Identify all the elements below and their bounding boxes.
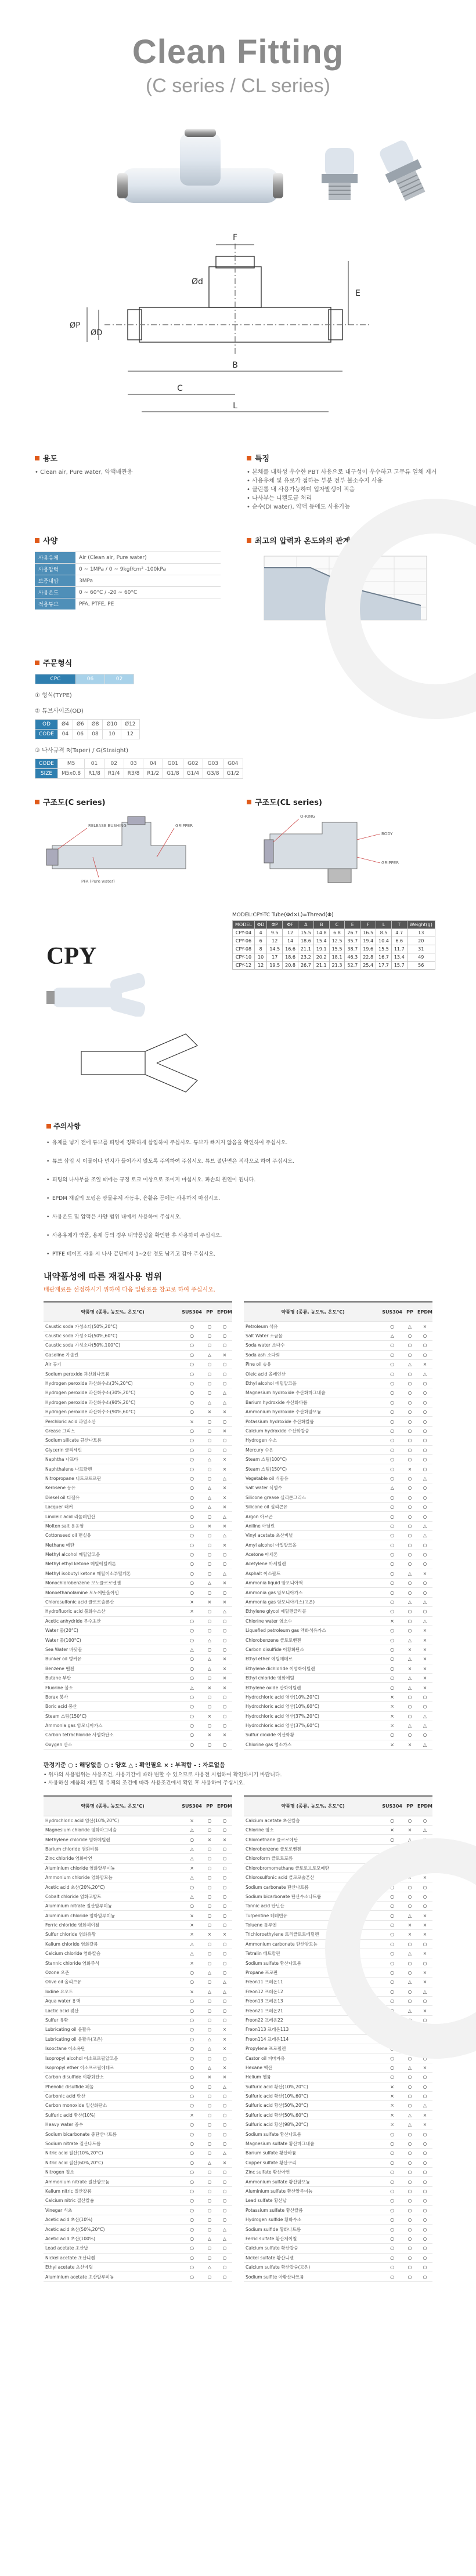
dim-label-d: Ød — [192, 277, 203, 286]
table-row: Soda ash 소다회 ○ ○ ○ — [244, 1350, 432, 1359]
table-row: Ammonia gas 암모니아가스 ○ ○ ○ — [244, 1588, 432, 1597]
table-row: Kerosene 등유 ○ △ × — [44, 1483, 232, 1493]
bullet-square-icon — [35, 661, 39, 665]
table-row: Carbon disulfide 이황화탄소 ○ × × — [44, 2073, 232, 2082]
table-row: Sodium nitrate 질산나트륨 ○ ○ ○ — [44, 2139, 232, 2148]
table-row: Aluminium chloride 염화알루미늄 × ○ ○ — [44, 1863, 232, 1873]
table-row: Nickel sulfate 황산니켈 ○ ○ ○ — [244, 2253, 432, 2262]
structure-label: BODY — [381, 832, 393, 836]
table-row: Isopropyl ether 이소프로필에테르 ○ △ × — [44, 2063, 232, 2072]
table-row: Chlorosulfonic acid 클로로술폰산 × × × — [244, 1873, 432, 1882]
dim-label-l: L — [233, 401, 237, 411]
table-row: CODE M5 01 02 03 04 G01 G02 G03 G04 — [35, 759, 243, 769]
list-item: • 사용온도 및 압력은 사양 범위 내에서 사용하여 주십시오. — [46, 1213, 430, 1221]
table-row: Ethyl ether 에틸에테르 ○ △ × — [244, 1655, 432, 1664]
page-subtitle: (C series / CL series) — [145, 75, 331, 97]
table-row: Barium sulfate 황산바륨 ○ ○ ○ — [244, 2149, 432, 2158]
order-section — [0, 657, 476, 779]
table-row: Hydrochloric acid 염산(10%,60°C) × ○ ○ — [244, 1702, 432, 1711]
table-row: Salt water 식염수 △ ○ ○ — [244, 1483, 432, 1493]
list-item: • EPDM 재질의 오링은 광물유계 작동유, 윤활유 등에는 사용하지 마십시오. — [46, 1195, 430, 1203]
table-row: Trichloroethylene 트리클로로에틸렌 ○ × × — [244, 1930, 432, 1939]
legend-notes: • 위사의 사용범위는 사용조건, 사용기간에 따라 변할 수 있으므로 사용전 시험하여 확인하시기 바랍니다. • 사용하실 제품의 재질 및 유체의 조건에 따라 사용조건에서 확인 후 사용하여 주십시오. — [44, 1772, 282, 1787]
tee-fitting-photo — [116, 128, 284, 220]
table-row: Gasoline 가솔린 ○ △ × — [44, 1350, 232, 1359]
table-row: Lead sulfate 황산납 ○ ○ ○ — [244, 2196, 432, 2205]
table-row: Sulfur 유황 ○ ○ ○ — [44, 2015, 232, 2024]
table-row: Hydrogen peroxide 과산화수소(30%,20°C) ○ ○ △ — [44, 1388, 232, 1398]
table-row: Ferric sulfate 황산제이철 ○ ○ ○ — [244, 2234, 432, 2243]
table-row: Cobalt chloride 염화코발트 △ ○ ○ — [44, 1892, 232, 1901]
table-row: Boric acid 붕산 ○ ○ ○ — [44, 1702, 232, 1711]
table-row: Freon114 프레온114 ○ ○ ○ — [244, 2034, 432, 2044]
thread-table — [35, 759, 243, 779]
table-row: Isooctane 이소옥탄 ○ △ × — [44, 2044, 232, 2053]
table-row: Isopropyl alcohol 이소프로필알코올 ○ ○ ○ — [44, 2053, 232, 2063]
table-row: Calcium nitric 질산칼슘 ○ ○ ○ — [44, 2196, 232, 2205]
chem-legend — [0, 1760, 476, 1787]
table-row: Sodium bicarbonate 탄산수소나트륨 ○ ○ ○ — [244, 1892, 432, 1901]
list-item: • 유체를 넣기 전에 튜브를 피팅에 정확하게 삽입하여 주십시오. 튜브가 빠지지 않음을 확인하여 주십시오. — [46, 1139, 430, 1147]
table-row: Stannic chloride 염화주석 × ○ ○ — [44, 1958, 232, 1968]
table-row: Zinc chloride 염화아연 △ ○ ○ — [44, 1854, 232, 1863]
table-row: Ferric chloride 염화제이철 × ○ ○ — [44, 1920, 232, 1929]
table-row: Chlorobenzene 클로로벤젠 ○ △ × — [244, 1635, 432, 1645]
table-row: Sodium silicate 규산나트륨 ○ ○ ○ — [44, 1436, 232, 1445]
table-row: Nitropropane 니트로프로판 ○ ○ △ — [44, 1474, 232, 1483]
cpy-drawing — [70, 1022, 221, 1104]
table-row: Calcium sulfate 황산칼슘(고온) ○ ○ ○ — [244, 2262, 432, 2272]
table-row: Magnesium chloride 염화마그네슘 △ ○ ○ — [44, 1825, 232, 1834]
table-row: Ammonium nitrate 질산암모늄 ○ ○ ○ — [44, 2177, 232, 2186]
table-row: Freon11 프레온11 ○ △ × — [244, 1978, 432, 1987]
table-row: Chloroform 클로로포름 ○ × × — [244, 1854, 432, 1863]
table-row: Calcium chloride 염화칼슘 △ ○ ○ — [44, 1949, 232, 1958]
table-row: Acetylene 아세틸렌 ○ ○ ○ — [244, 1559, 432, 1569]
table-row: Sodium sulfate 황산나트륨 ○ ○ ○ — [244, 2129, 432, 2139]
list-item: • 사용유체가 약품, 용제 등의 경우 내약품성을 확인한 후 사용하여 주십시오. — [46, 1232, 430, 1240]
table-row: Acetic anhydride 무수초산 ○ ○ ○ — [44, 1616, 232, 1626]
table-row: Aqua water 용액 ○ ○ ○ — [44, 1997, 232, 2006]
table-row: Lubricating oil 윤활유(고온) ○ △ × — [44, 2034, 232, 2044]
table-header: 약품명 (종류, 농도%, 온도°C) SUS304 PP EPDM — [244, 1302, 432, 1322]
table-row: SIZE M5x0.8 R1/8 R1/4 R3/8 R1/2 G1/8 G1/4 G3/8 G1/2 — [35, 769, 243, 779]
dim-label-p: ØP — [70, 321, 81, 330]
table-row: Ethyl alcohol 에틸알코올 ○ ○ ○ — [244, 1378, 432, 1388]
graph-section — [247, 535, 441, 640]
chem-table-left — [44, 1301, 232, 1750]
table-row: Sulfur dioxide 이산화황 ○ ○ ○ — [244, 1730, 432, 1740]
dim-label-e: E — [355, 289, 360, 298]
table-row: Steam 스팀(150°C) ○ × ○ — [44, 1711, 232, 1721]
bullet-square-icon — [35, 800, 39, 804]
table-row: Ammonium carbonate 탄산암모늄 ○ ○ ○ — [244, 1939, 432, 1949]
table-row: Caustic soda 가성소다(50%,100°C) ○ ○ ○ — [44, 1341, 232, 1350]
feature-line: • 나사부는 니켈도금 처리 — [247, 495, 312, 502]
dim-label-b: B — [232, 361, 238, 370]
table-row: Sodium sulfate 황산나트륨 ○ ○ ○ — [244, 1958, 432, 1968]
table-row: Bunker oil 벙커유 ○ △ × — [44, 1655, 232, 1664]
table-row: Tetralin 테트랄린 ○ △ × — [244, 1949, 432, 1958]
table-row: Amyl alcohol 아밀알코올 ○ ○ ○ — [244, 1540, 432, 1550]
table-row: Chlorosulfonic acid 클로로술폰산 × × × — [44, 1597, 232, 1606]
table-row: Propane 프로판 ○ ○ × — [244, 1968, 432, 1977]
table-row: Ammonia liquid 암모니아액 ○ ○ ○ — [244, 1579, 432, 1588]
table-row: Soda water 소다수 ○ ○ ○ — [244, 1341, 432, 1350]
table-row: Sodium sulfite 아황산나트륨 ○ ○ ○ — [244, 2272, 432, 2281]
table-row: Olive oil 올리브유 ○ ○ △ — [44, 1978, 232, 1987]
table-row: Ethylene oxide 산화에틸렌 ○ △ × — [244, 1683, 432, 1692]
table-row: 사용압력 0 ~ 1MPa / 0 ~ 9kgf/cm² -100kPa — [35, 564, 221, 575]
table-row: Sodium sulfide 황화나트륨 ○ ○ ○ — [244, 2225, 432, 2234]
table-row: Sodium peroxide 과산화나트륨 ○ ○ ○ — [44, 1369, 232, 1378]
structure-label: GRIPPER — [175, 823, 193, 828]
table-header: MODEL ΦD ΦP ΦF A B C E F L T Weight(g) — [233, 921, 435, 929]
table-row: Carbon monoxide 일산화탄소 ○ ○ ○ — [44, 2101, 232, 2110]
table-row: Copper sulfate 황산구리 ○ ○ ○ — [244, 2158, 432, 2167]
spec-section — [35, 535, 229, 640]
order-heading: 주문형식 — [43, 659, 73, 668]
chem-table-left — [44, 1795, 232, 2282]
table-row: Monochlorobenzene 모노클로로벤젠 ○ △ × — [44, 1579, 232, 1588]
table-row: Ethyl chloride 염화에틸 ○ △ × — [244, 1673, 432, 1682]
table-row: Air 공기 ○ ○ ○ — [44, 1360, 232, 1369]
table-row: Vinegar 식초 ○ ○ ○ — [44, 2205, 232, 2215]
table-row: Freon113 프레온113 ○ △ × — [244, 2025, 432, 2034]
table-row: Acetic acid 초산(50%,20°C) ○ ○ △ — [44, 2225, 232, 2234]
table-row: Methane 메탄 ○ ○ × — [44, 1540, 232, 1550]
table-row: Ammonium chloride 염화암모늄 △ ○ ○ — [44, 1873, 232, 1882]
table-header: 약품명 (종류, 농도%, 온도°C) SUS304 PP EPDM — [244, 1796, 432, 1816]
table-row: Fluorine 불소 △ × × — [44, 1683, 232, 1692]
structure-c-heading: 구조도(C series) — [43, 799, 106, 807]
table-row: Naphtha 나프타 ○ △ × — [44, 1454, 232, 1464]
table-row: Methyl isobutyl ketone 메틸이소부틸케톤 ○ ○ △ — [44, 1569, 232, 1578]
feature-line: • 순수(DI water), 약액 등에도 사용가능 — [247, 504, 351, 510]
table-row: Zinc sulfate 황산아연 ○ ○ ○ — [244, 2168, 432, 2177]
chemical-resistance-header — [0, 1270, 476, 1293]
table-row: 사용온도 0 ~ 60°C / -20 ~ 60°C — [35, 587, 221, 598]
table-row: Methylene chloride 염화메틸렌 ○ × × — [44, 1835, 232, 1844]
table-row: Lead acetate 초산납 ○ ○ ○ — [44, 2244, 232, 2253]
table-row: Mercury 수은 ○ ○ ○ — [244, 1445, 432, 1454]
structure-label: O-RING — [300, 814, 315, 819]
table-row: CPY-08 8 14.5 16.6 21.1 19.1 15.5 38.7 19.6 15.5 11.7 31 — [233, 945, 435, 953]
notes-section — [0, 1121, 476, 1258]
table-row: 적용튜브 PFA, PTFE, PE — [35, 598, 221, 610]
table-row: Aluminium sulfate 황산알루미늄 ○ ○ ○ — [244, 2186, 432, 2196]
table-row: Oleic acid 올레인산 ○ ○ △ — [244, 1369, 432, 1378]
table-row: Propylene 프로필렌 ○ ○ × — [244, 2044, 432, 2053]
features-list — [247, 468, 441, 511]
product-photos — [0, 122, 476, 220]
chem-table-right — [244, 1301, 432, 1750]
cpy-dimension-table — [232, 920, 435, 970]
table-row: Turpentine 테레빈유 ○ △ × — [244, 1911, 432, 1920]
table-row: Glycerin 글리세린 ○ ○ ○ — [44, 1445, 232, 1454]
table-row: Freon13 프레온13 ○ ○ ○ — [244, 1997, 432, 2006]
table-row: Hydrogen sulfide 황화수소 ○ ○ ○ — [244, 2215, 432, 2224]
table-row: Chlorine 염소 × × △ — [244, 1825, 432, 1834]
table-row: Oxygen 산소 ○ ○ ○ — [44, 1740, 232, 1749]
table-row: Castor oil 피마자유 ○ ○ ○ — [244, 2053, 432, 2063]
table-row: Freon22 프레온22 ○ ○ ○ — [244, 2015, 432, 2024]
table-row: Aluminium nitrate 질산알루미늄 ○ ○ ○ — [44, 1902, 232, 1911]
table-row: Toluene 톨루엔 ○ × × — [244, 1920, 432, 1929]
male-connector-photo — [313, 142, 366, 206]
table-row: Water 물(20°C) ○ ○ ○ — [44, 1626, 232, 1635]
table-row: CODE 04 06 08 10 12 — [35, 730, 140, 739]
table-row: CPY-06 6 12 14 18.6 15.4 12.5 35.7 19.4 10.4 6.6 20 — [233, 937, 435, 945]
table-row: Butane 부탄 ○ ○ × — [44, 1673, 232, 1682]
table-row: Hydrogen peroxide 과산화수소(90%,20°C) ○ △ △ — [44, 1398, 232, 1407]
table-row: Sodium bicarbonate 중탄산나트륨 ○ ○ ○ — [44, 2129, 232, 2139]
table-row: Calcium hydroxide 수산화칼슘 ○ ○ ○ — [244, 1426, 432, 1435]
spec-table — [35, 552, 221, 609]
features-heading: 특징 — [255, 455, 270, 463]
table-row: Phenolic disulfide 페놀 ○ ○ △ — [44, 2082, 232, 2091]
notes-list — [46, 1139, 430, 1258]
bullet-square-icon — [247, 800, 251, 804]
table-row: Steam 스팀(100°C) ○ ○ ○ — [244, 1454, 432, 1464]
table-row: Grease 그리스 ○ ○ × — [44, 1426, 232, 1435]
table-row: Linoleic acid 리놀레인산 ○ ○ △ — [44, 1512, 232, 1521]
table-row: Lubricating oil 윤활유 ○ ○ × — [44, 2025, 232, 2034]
table-row: Silicone grease 실리콘그리스 ○ ○ ○ — [244, 1493, 432, 1502]
bullet-square-icon — [247, 538, 251, 543]
table-row: Kalium chloride 염화칼륨 △ ○ ○ — [44, 1939, 232, 1949]
table-row: Barium chloride 염화바륨 △ ○ ○ — [44, 1844, 232, 1853]
table-row: Nickel acetate 초산니켈 ○ ○ ○ — [44, 2253, 232, 2262]
table-row: Sulfuric acid 황산(10%) × ○ ○ — [44, 2110, 232, 2120]
table-row: Borax 붕사 ○ ○ ○ — [44, 1692, 232, 1701]
table-row: Magnesium sulfate 황산마그네슘 ○ ○ ○ — [244, 2139, 432, 2148]
table-row: Sodium carbonate 탄산나트륨 ○ ○ ○ — [244, 1882, 432, 1892]
table-row: Aluminium acetate 초산알루미늄 ○ ○ ○ — [44, 2272, 232, 2281]
table-row: Lacquer 래커 ○ △ × — [44, 1502, 232, 1511]
table-row: Sulfuric acid 황산(10%,20°C) × ○ ○ — [244, 2082, 432, 2091]
structure-cl-heading: 구조도(CL series) — [255, 799, 322, 807]
table-row: Nitrogen 질소 ○ ○ ○ — [44, 2168, 232, 2177]
table-row: Molten salt 용융염 ○ × × — [44, 1521, 232, 1530]
table-row: Benzene 벤젠 ○ △ × — [44, 1664, 232, 1673]
order-note-thread: ③ 나사규격 R(Taper) / G(Straight) — [35, 748, 129, 754]
table-row: Methyl alcohol 메틸알코올 ○ ○ ○ — [44, 1550, 232, 1559]
feature-line: • 클린룸 내 사용가능하며 입자발생이 적음 — [247, 487, 355, 493]
chem-title: 내약품성에 따른 재질사용 범위 — [44, 1271, 163, 1282]
table-row: Tannic acid 탄닌산 ○ ○ ○ — [244, 1902, 432, 1911]
table-row: Aniline 아닐린 ○ ○ △ — [244, 1521, 432, 1530]
table-row: Calcium sulfate 황산칼슘 ○ ○ ○ — [244, 2244, 432, 2253]
header — [0, 0, 476, 99]
table-row: Monoethanolamine 모노에탄올아민 ○ ○ ○ — [44, 1588, 232, 1597]
table-row: Magnesium hydroxide 수산화마그네슘 ○ ○ ○ — [244, 1388, 432, 1398]
table-row: Potassium sulfate 황산칼륨 ○ ○ ○ — [244, 2205, 432, 2215]
order-note-od: ② 튜브사이즈(OD) — [35, 708, 84, 714]
table-header: 약품명 (종류, 농도%, 온도°C) SUS304 PP EPDM — [44, 1796, 232, 1816]
table-row: Methyl ethyl ketone 메틸에틸케톤 ○ ○ ○ — [44, 1559, 232, 1569]
table-row: Pine oil 송유 ○ △ × — [244, 1360, 432, 1369]
table-header: 약품명 (종류, 농도%, 온도°C) SUS304 PP EPDM — [44, 1302, 232, 1322]
table-row: Ammonium sulfate 황산암모늄 ○ ○ ○ — [244, 2177, 432, 2186]
dimension-drawing — [0, 220, 476, 464]
table-row: Ozone 오존 ○ △ ○ — [44, 1968, 232, 1977]
table-row: Iodine 요오드 × △ △ — [44, 1987, 232, 1996]
table-row: Helium 헬륨 ○ ○ ○ — [244, 2073, 432, 2082]
structure-label: PFA (Pure water) — [81, 879, 115, 884]
table-row: Lactic acid 젖산 ○ ○ ○ — [44, 2006, 232, 2015]
bullet-square-icon — [35, 538, 39, 543]
table-row: Freon21 프레온21 ○ △ × — [244, 2006, 432, 2015]
table-row: Hydrochloric acid 염산(10%,20°C) × ○ ○ — [244, 1692, 432, 1701]
table-row: Nitric acid 질산(10%,20°C) ○ ○ △ — [44, 2149, 232, 2158]
spec-graph — [0, 535, 476, 640]
table-row: Steam 스팀(150°C) ○ × ○ — [244, 1464, 432, 1474]
table-row: 보증내압 3MPa — [35, 575, 221, 587]
table-row: Calcium acetate 초산칼슘 ○ ○ ○ — [244, 1816, 432, 1825]
table-row: Acetic acid 초산(20%,20°C) ○ ○ ○ — [44, 1882, 232, 1892]
structure-cl — [247, 796, 441, 889]
feature-line: • 본체를 내화성 우수한 PBT 사용으로 내구성이 우수하고 고무류 일체 제거 — [247, 469, 437, 476]
structure-label: GRIPPER — [381, 861, 399, 865]
table-row: CPY-10 10 17 18.6 23.2 20.2 18.1 46.3 22.8 16.7 13.4 49 — [233, 953, 435, 962]
usage-text: • Clean air, Pure water, 약액배관용 — [35, 469, 133, 476]
table-row: Hydrogen peroxide 과산화수소(90%,60°C) ○ × × — [44, 1407, 232, 1417]
table-row: Naphthalene 나프탈렌 ○ ○ × — [44, 1464, 232, 1474]
table-row: Ethyl acetate 초산에틸 ○ △ ○ — [44, 2262, 232, 2272]
table-row: Carbonic acid 탄산 ○ ○ ○ — [44, 2091, 232, 2100]
table-row: CPY-12 12 19.5 20.8 26.7 21.1 21.3 52.7 25.4 17.7 15.7 56 — [233, 962, 435, 970]
table-row: Caustic soda 가성소다(50%,60°C) ○ ○ ○ — [44, 1331, 232, 1340]
table-row: Liquefied petroleum gas 액화석유가스 ○ ○ × — [244, 1626, 432, 1635]
table-row: Chlorobromomethane 클로로브로모메탄 ○ △ × — [244, 1863, 432, 1873]
table-row: 사용유체 Air (Clean air, Pure water) — [35, 552, 221, 564]
table-row: Hexane 헥산 ○ △ × — [244, 2063, 432, 2072]
table-row: Hydrochloric acid 염산(37%,20°C) × ○ △ — [244, 1711, 432, 1721]
dim-label-od: ØD — [91, 329, 103, 338]
table-row: Chlorine gas 염소가스 × × △ — [244, 1740, 432, 1749]
structure-c — [35, 796, 229, 889]
table-row: Asphalt 아스팔트 ○ △ × — [244, 1569, 432, 1578]
table-row: Vegetable oil 식물유 ○ ○ △ — [244, 1474, 432, 1483]
legend-criteria: 판정기준 ○ : 해당없음 ○ : 양호 △ : 확인필요 × : 부적합 - : 자료없음 — [44, 1762, 225, 1769]
cpy-title: CPY — [46, 943, 97, 970]
table-row: Nitric acid 질산(60%,20°C) ○ △ × — [44, 2158, 232, 2167]
table-row: Petroleum 석유 ○ △ × — [244, 1322, 432, 1331]
tee-drawing — [0, 220, 476, 464]
table-row: CPY-04 4 9.5 12 15.5 14.8 6.8 26.7 16.5 8.5 4.7 13 — [233, 929, 435, 937]
chem-tables-2 — [0, 1795, 476, 2282]
order-note-type: ① 형식(TYPE) — [35, 692, 72, 699]
spec-heading: 사양 — [43, 537, 58, 546]
table-row: Sulfuric acid 황산(10%,60°C) × ○ ○ — [244, 2091, 432, 2100]
table-row: Ammonia gas 암모니아가스(고온) ○ △ △ — [244, 1597, 432, 1606]
graph-heading: 최고의 압력과 온도와의 관계도 — [255, 537, 358, 546]
structure-label: RELEASE BUSHING — [88, 823, 127, 828]
list-item: • PTFE 테이프 사용 시 나사 끝단에서 1~2산 정도 남기고 감아 주십시오. — [46, 1250, 430, 1258]
straight-connector-photo — [372, 136, 435, 206]
structure-cl-drawing — [247, 811, 421, 886]
table-row: Hydrochloric acid 염산(37%,60°C) × △ △ — [244, 1721, 432, 1730]
table-row: OD Ø4 Ø6 Ø8 Ø10 Ø12 — [35, 720, 140, 730]
table-row: Ammonia gas 암모니아가스 ○ ○ ○ — [44, 1721, 232, 1730]
table-row: Salt Water 소금물 △ ○ ○ — [244, 1331, 432, 1340]
table-row: Ethylene dichloride 이염화에틸렌 ○ × × — [244, 1664, 432, 1673]
feature-line: • 사용유체 및 유로가 접하는 부분 전부 불소수지 사용 — [247, 478, 383, 484]
table-row: Argon 아르곤 ○ ○ ○ — [244, 1512, 432, 1521]
table-row: Sulfuric acid 황산(50%,20°C) × ○ △ — [244, 2101, 432, 2110]
table-row: Caustic soda 가성소다(50%,20°C) ○ ○ ○ — [44, 1322, 232, 1331]
table-row: Barium hydroxide 수산화바륨 ○ ○ ○ — [244, 1398, 432, 1407]
chem-subtitle: 배관재료를 선정하시기 위하여 다음 일람표를 참고로 하여 주십시오. — [44, 1287, 215, 1293]
table-row: Acetic acid 초산(100%) ○ △ △ — [44, 2234, 232, 2243]
cpy-section — [0, 912, 476, 1104]
table-row: Perchloric acid 과염소산 × ○ ○ — [44, 1417, 232, 1426]
dim-label-f: F — [232, 233, 238, 242]
table-row: Hydrochloric acid 염산(10%,20°C) × ○ ○ — [44, 1816, 232, 1825]
table-row: Heavy water 중수 ○ ○ ○ — [44, 2120, 232, 2129]
table-row: Ammonium hydroxide 수산화암모늄 ○ ○ ○ — [244, 1407, 432, 1417]
chem-tables-1 — [0, 1301, 476, 1750]
table-row: Silicone oil 실리콘유 ○ ○ ○ — [244, 1502, 432, 1511]
table-row: Ethylene glycol 에틸렌글리콜 ○ ○ ○ — [244, 1607, 432, 1616]
table-row: Chloroethane 클로로에탄 ○ △ × — [244, 1835, 432, 1844]
table-row: Hydrogen peroxide 과산화수소(3%,20°C) ○ ○ ○ — [44, 1378, 232, 1388]
usage-heading: 용도 — [43, 455, 58, 463]
table-row: Potassium hydroxide 수산화칼륨 ○ ○ ○ — [244, 1417, 432, 1426]
structure-c-drawing — [35, 811, 209, 886]
table-row: Hydrofluoric acid 불화수소산 × ○ △ — [44, 1607, 232, 1616]
table-row: Sulfuric acid 황산(98%,20°C) × △ × — [244, 2120, 432, 2129]
notes-heading: 주의사항 — [53, 1122, 81, 1130]
list-item: • 피팅의 나사부를 조일 때에는 규정 토크 이상으로 조이지 마십시오. 파손의 원인이 됩니다. — [46, 1176, 430, 1184]
table-row: Diesel oil 디젤유 ○ △ × — [44, 1493, 232, 1502]
cpy-model-label: MODEL:CPY-TC Tube(Φd×L)=Thread(Φ) — [232, 912, 334, 918]
pressure-temperature-graph — [247, 550, 438, 637]
table-row: Sea Water 바닷물 △ ○ ○ — [44, 1645, 232, 1654]
table-row: Sulfuric acid 황산(50%,60°C) × △ × — [244, 2110, 432, 2120]
od-table — [35, 719, 140, 739]
structure-section — [0, 796, 476, 889]
table-row: Carbon tetrachloride 사염화탄소 ○ × × — [44, 1730, 232, 1740]
table-row: Chlorine water 염소수 × ○ △ — [244, 1616, 432, 1626]
cpy-table-block — [232, 912, 435, 970]
table-row: Sulfur chloride 염화유황 × × × — [44, 1930, 232, 1939]
table-row: Carbon disulfide 이황화탄소 ○ × × — [244, 1645, 432, 1654]
table-row: Hydrogen 수소 ○ ○ ○ — [244, 1436, 432, 1445]
bullet-square-icon — [46, 1124, 51, 1129]
list-item: • 튜브 삽입 시 이물이나 먼지가 들어가지 않도록 주의하여 주십시오. 튜브 절단면은 직각으로 하여 주십시오. — [46, 1158, 430, 1166]
chem-table-right — [244, 1795, 432, 2282]
dim-label-c: C — [177, 384, 183, 393]
table-row: Kalium nitric 질산칼륨 ○ ○ ○ — [44, 2186, 232, 2196]
page-title: Clean Fitting — [132, 33, 344, 71]
table-row: Cottonseed oil 면실유 ○ ○ △ — [44, 1531, 232, 1540]
table-row: Acetic acid 초산(10%) ○ ○ ○ — [44, 2215, 232, 2224]
table-row: Water 물(100°C) ○ △ ○ — [44, 1635, 232, 1645]
table-row: Vinyl acetate 초산비닐 ○ ○ △ — [244, 1531, 432, 1540]
table-row: Aluminium chloride 염화알루미늄 × ○ ○ — [44, 1911, 232, 1920]
table-row: Acetone 아세톤 ○ ○ ○ — [244, 1550, 432, 1559]
order-code-table: CPC 06 02 — [35, 674, 134, 684]
table-row: Freon12 프레온12 ○ ○ △ — [244, 1987, 432, 1996]
table-row: Chlorobenzene 클로로벤젠 ○ △ × — [244, 1844, 432, 1853]
cpy-photo — [41, 970, 157, 1017]
